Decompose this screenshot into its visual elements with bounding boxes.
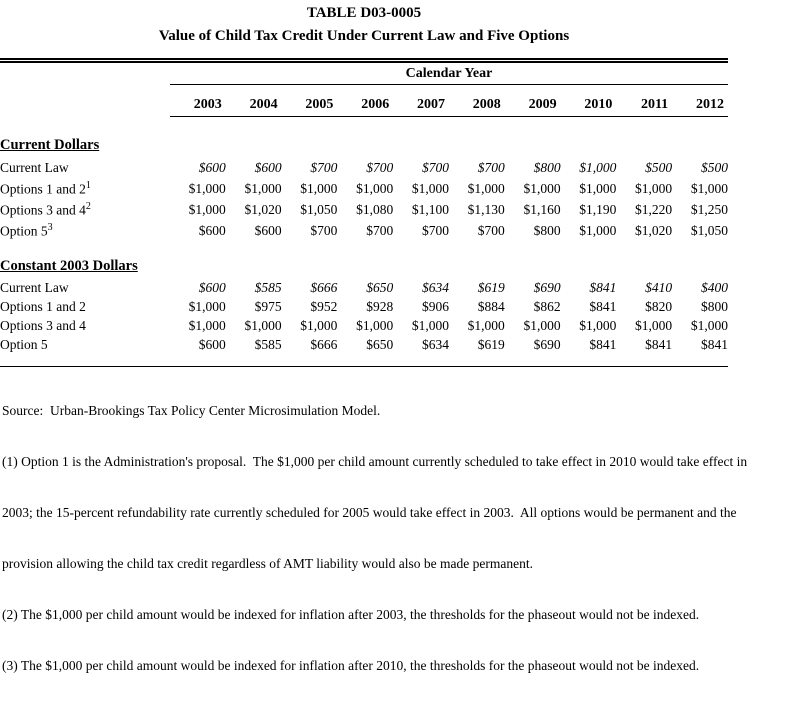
table-row [0,335,728,354]
year-header-2006: 2006 [337,85,393,117]
section-heading: Current Dollars [0,137,100,153]
year-header-2012: 2012 [672,85,728,117]
value-cell: $700 [310,159,338,175]
value-cell: $1,000 [467,180,505,196]
value-cell: $700 [477,159,505,175]
value-cell: $500 [645,159,673,175]
source-line: Source: Urban-Brookings Tax Policy Center Microsimulation Model. [2,403,381,418]
value-cell: $1,020 [244,201,282,217]
bottom-gap-cell [0,354,728,367]
year-header-2008: 2008 [449,85,505,117]
value-cell: $1,000 [356,317,394,333]
value-cell: $1,000 [579,159,617,175]
value-cell: $700 [366,159,394,175]
year-header-2010: 2010 [561,85,617,117]
value-cell: $800 [533,159,561,175]
value-cell: $1,000 [411,317,449,333]
table-description-title: Value of Child Tax Credit Under Current Law and Five Options [158,28,570,44]
value-cell: $600 [254,222,282,238]
section-heading: Constant 2003 Dollars [0,258,138,274]
row-label: Options 1 and $2^1$ [0,179,91,197]
value-cell: $1,000 [300,180,338,196]
value-cell: $1,000 [523,317,561,333]
value-cell: $666 [310,279,338,295]
value-cell: $410 [645,279,673,295]
value-cell: $1,000 [188,298,226,314]
footnote-2: (2) The $1,000 per child amount would be indexed for inflation after 2003, the thresholds for the phaseout would not be indexed. [2,607,700,622]
table-titles [0,5,728,45]
row-label: Option 5 [0,336,48,352]
value-cell: $600 [198,222,226,238]
section-gap [0,117,728,135]
value-cell: $1,250 [690,201,728,217]
calendar-year-header: Calendar Year [170,61,728,85]
value-cell: $1,000 [635,317,673,333]
value-cell: $841 [589,298,617,314]
year-header-2011: 2011 [616,85,672,117]
value-cell: $666 [310,336,338,352]
year-header-2005: 2005 [282,85,338,117]
year-header-2009: 2009 [505,85,561,117]
value-cell: $690 [533,279,561,295]
value-cell: $841 [645,336,673,352]
credit-table [0,58,728,367]
value-cell: $1,000 [467,317,505,333]
table-number-title: TABLE D03-0005 [306,5,422,21]
section-gap-cell [0,241,728,255]
value-cell: $700 [366,222,394,238]
value-cell: $1,000 [244,180,282,196]
value-cell: $1,000 [579,222,617,238]
table-row [0,157,728,178]
value-cell: $1,000 [523,180,561,196]
value-cell: $1,000 [690,317,728,333]
value-cell: $1,050 [690,222,728,238]
value-cell: $1,000 [690,180,728,196]
value-cell: $1,000 [635,180,673,196]
year-header-2003: 2003 [170,85,226,117]
value-cell: $1,000 [411,180,449,196]
value-cell: $841 [589,279,617,295]
row-label: Options 3 and $4^2$ [0,200,91,218]
value-cell: $975 [254,298,282,314]
value-cell: $619 [477,336,505,352]
value-cell: $700 [421,222,449,238]
value-cell: $884 [477,298,505,314]
footnote-3: (3) The $1,000 per child amount would be indexed for inflation after 2010, the thresholds for the phaseout would not be indexed. [2,658,700,673]
value-cell: $650 [366,279,394,295]
value-cell: $906 [421,298,449,314]
section-gap-cell [0,117,728,135]
footnote-1-line-2: 2003; the 15-percent refundability rate currently scheduled for 2005 would take effect in 2003. All options would be permanent and the [2,505,737,520]
value-cell: $800 [701,298,728,314]
value-cell: $1,130 [467,201,505,217]
section-heading-row [0,134,728,157]
value-cell: $841 [701,336,728,352]
row-label: Options 1 and 2 [0,298,86,314]
table-row [0,178,728,199]
row-label: Option $5^3$ [0,221,53,239]
table-row [0,316,728,335]
value-cell: $1,000 [244,317,282,333]
footnote-marker: 1 [85,179,91,191]
value-cell: $500 [701,159,728,175]
value-cell: $928 [366,298,394,314]
value-cell: $650 [366,336,394,352]
row-label: Options 3 and 4 [0,317,86,333]
value-cell: $1,000 [579,317,617,333]
value-cell: $1,000 [188,201,226,217]
footnote-marker: 3 [47,221,53,233]
value-cell: $1,000 [188,180,226,196]
value-cell: $634 [421,279,449,295]
value-cell: $1,050 [300,201,338,217]
value-cell: $600 [198,279,226,295]
spanner-stub [0,61,170,85]
value-cell: $585 [254,279,282,295]
value-cell: $1,100 [411,201,449,217]
table-row [0,278,728,297]
footnote-1-line-1: (1) Option 1 is the Administration's proposal. The $1,000 per child amount currently scheduled to take effect in 2010 would take effect in [2,454,748,469]
table-row [0,220,728,241]
value-cell: $952 [310,298,338,314]
table-footnotes [2,368,747,708]
value-cell: $700 [477,222,505,238]
value-cell: $1,000 [356,180,394,196]
section-gap [0,241,728,255]
value-cell: $1,000 [300,317,338,333]
footnote-1-line-3: provision allowing the child tax credit regardless of AMT liability would also be made permanent. [2,556,534,571]
row-label: Current Law [0,279,69,295]
value-cell: $1,020 [635,222,673,238]
value-cell: $1,160 [523,201,561,217]
value-cell: $700 [310,222,338,238]
value-cell: $690 [533,336,561,352]
value-cell: $1,220 [635,201,673,217]
value-cell: $1,000 [579,180,617,196]
value-cell: $585 [254,336,282,352]
year-header-2007: 2007 [393,85,449,117]
value-cell: $400 [701,279,728,295]
value-cell: $619 [477,279,505,295]
footnote-marker: 2 [85,200,91,212]
value-cell: $820 [645,298,673,314]
row-label: Current Law [0,159,69,175]
years-stub [0,85,170,117]
value-cell: $600 [198,159,226,175]
value-cell: $1,000 [188,317,226,333]
value-cell: $862 [533,298,561,314]
value-cell: $700 [421,159,449,175]
section-heading-row [0,255,728,278]
value-cell: $1,080 [356,201,394,217]
table-row [0,297,728,316]
table-row [0,199,728,220]
value-cell: $600 [198,336,226,352]
value-cell: $600 [254,159,282,175]
value-cell: $841 [589,336,617,352]
spanner-row [0,61,728,85]
value-cell: $800 [533,222,561,238]
value-cell: $634 [421,336,449,352]
bottom-gap [0,354,728,367]
years-row [0,85,728,117]
year-header-2004: 2004 [226,85,282,117]
value-cell: $1,190 [579,201,617,217]
